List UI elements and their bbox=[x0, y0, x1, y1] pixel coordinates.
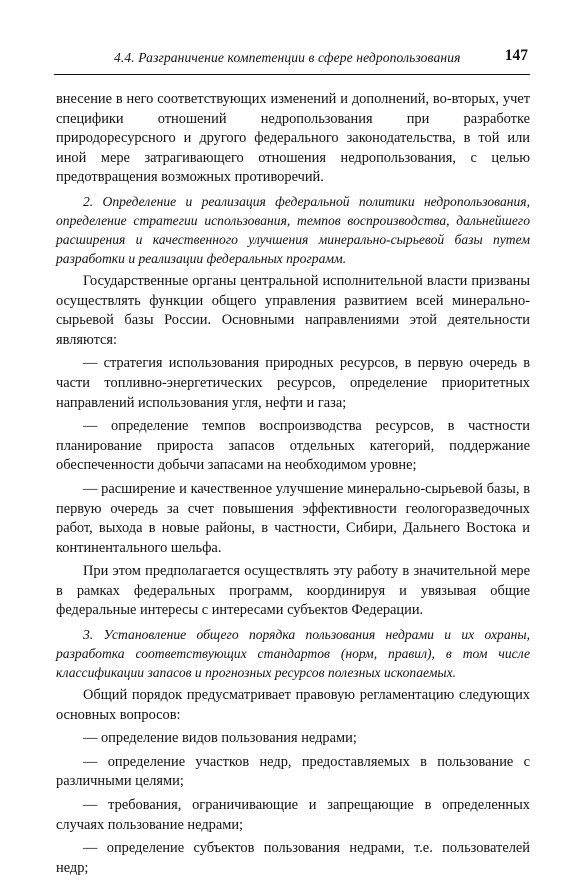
list-item: — определение видов пользования недрами; bbox=[83, 730, 357, 747]
paragraph: При этом предполагается осуществлять эту работу в значительной мере в рамках федеральных программ, координируя и увязывая общие федеральные интересы с интересами субъектов Федерации. bbox=[56, 563, 530, 619]
page-number: 147 bbox=[504, 47, 528, 64]
header-divider bbox=[54, 74, 530, 75]
paragraph: Общий порядок предусматривает правовую регламентацию следующих основных вопросов: bbox=[56, 687, 530, 723]
body-text bbox=[56, 90, 530, 882]
list-item: — определение участков недр, предоставляемых в пользование с различными целями; bbox=[56, 753, 530, 790]
list-item: — определение субъектов пользования недрами, т.е. пользователей недр; bbox=[56, 840, 530, 876]
list-item: — стратегия использования природных ресурсов, в первую очередь в части топливно-энергетических ресурсов, определение приоритетных направлений использования угля, нефти и газа; bbox=[56, 355, 530, 411]
paragraph: внесение в него соответствующих изменений и дополнений, во-вторых, учет специфики отношений недропользования при разработке природоресурсного и другого федерального законодательства, в той или иной мере затрагивающего отношения недропользования, с целью предотвращения возможных противоречий. bbox=[56, 91, 530, 186]
running-title: 4.4. Разграничение компетенции в сфере недропользования bbox=[114, 50, 461, 65]
list-item: — требования, ограничивающие и запрещающие в определенных случаях пользование недрами; bbox=[56, 797, 530, 833]
paragraph: Государственные органы центральной исполнительной власти призваны осуществлять функции общего управления развитием всей минерально-сырьевой базы России. Основными направлениями этой деятельности являются: bbox=[56, 272, 530, 348]
list-item: — расширение и качественное улучшение минерально-сырьевой базы, в первую очередь за счет повышения эффективности геологоразведочных работ, выхода в новые районы, в частности, Сибири, Дальнего Востока и континентального шельфа. bbox=[56, 480, 530, 556]
italic-section-heading: 2. Определение и реализация федеральной политики недропользования, определение стратегии использования, темпов воспроизводства, дальнейшего расширения и качественного улучшения минерально-сырьевой базы путем разработки и реализации федеральных программ. bbox=[56, 193, 530, 266]
italic-section-heading: 3. Установление общего порядка пользования недрами и их охраны, разработка соответствующих стандартов (норм, правил), в том числе классификации запасов и прогнозных ресурсов полезных ископаемых. bbox=[56, 627, 530, 681]
page-header bbox=[54, 44, 530, 68]
list-item: — определение темпов воспроизводства ресурсов, в частности планирование прироста запасов отдельных категорий, поддержание обеспеченности добычи запасами на необходимом уровне; bbox=[56, 418, 530, 474]
